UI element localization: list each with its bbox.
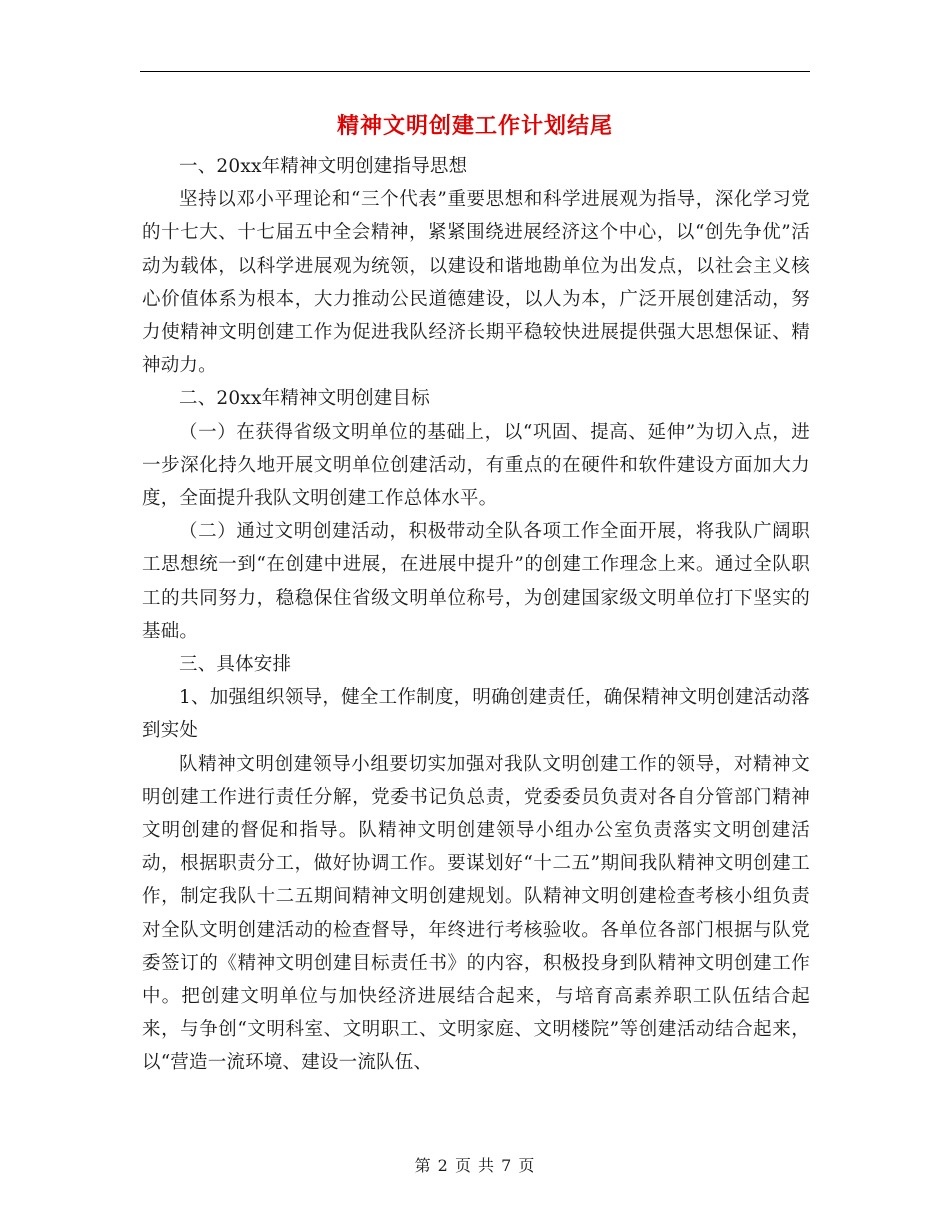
document-title: 精神文明创建工作计划结尾 [336,113,613,139]
section-heading-1: 一、20xx年精神文明创建指导思想 [179,156,468,177]
paragraph-guiding-thought: 坚持以邓小平理论和“三个代表”重要思想和科学进展观为指导，深化学习党的十七大、十七届五中全会精神，紧紧围绕进展经济这个中心，以“创先争优”活动为载体，以科学进展观为统领，以建设和谐地勘单位为出发点，以社会主义核心价值体系为根本，大力推动公民道德建设，以人为本，广泛开展创建活动，努力使精神文明创建工作为促进我队经济长期平稳较快进展提供强大思想保证、精神动力。 [142,189,810,377]
page-footer [0,1154,950,1178]
subsection-heading-1: 1、加强组织领导，健全工作制度，明确创建责任，确保精神文明创建活动落到实处 [142,687,810,742]
page-number: 第 2 页 共 7 页 [414,1156,536,1175]
section-heading-2: 二、20xx年精神文明创建目标 [179,388,430,410]
section-heading-3: 三、具体安排 [179,654,292,676]
header-rule [140,71,810,72]
document-body [142,150,810,1080]
paragraph-arrangement-1: 队精神文明创建领导小组要切实加强对我队文明创建工作的领导，对精神文明创建工作进行责任分解，党委书记负总责，党委委员负责对各自分管部门精神文明创建的督促和指导。队精神文明创建领导小组办公室负责落实文明创建活动，根据职责分工，做好协调工作。要谋划好“十二五”期间我队精神文明创建工作，制定我队十二五期间精神文明创建规划。队精神文明创建检查考核小组负责对全队文明创建活动的检查督导，年终进行考核验收。各单位各部门根据与队党委签订的《精神文明创建目标责任书》的内容，积极投身到队精神文明创建工作中。把创建文明单位与加快经济进展结合起来，与培育高素养职工队伍结合起来，与争创“文明科室、文明职工、文明家庭、文明楼院”等创建活动结合起来，以“营造一流环境、建设一流队伍、 [142,753,810,1074]
paragraph-goal-2: （二）通过文明创建活动，积极带动全队各项工作全面开展，将我队广阔职工思想统一到“在创建中进展，在进展中提升”的创建工作理念上来。通过全队职工的共同努力，稳稳保住省级文明单位称号，为创建国家级文明单位打下坚实的基础。 [142,521,810,642]
paragraph-goal-1: （一）在获得省级文明单位的基础上，以“巩固、提高、延伸”为切入点，进一步深化持久地开展文明单位创建活动，有重点的在硬件和软件建设方面加大力度，全面提升我队文明创建工作总体水平。 [142,421,810,510]
